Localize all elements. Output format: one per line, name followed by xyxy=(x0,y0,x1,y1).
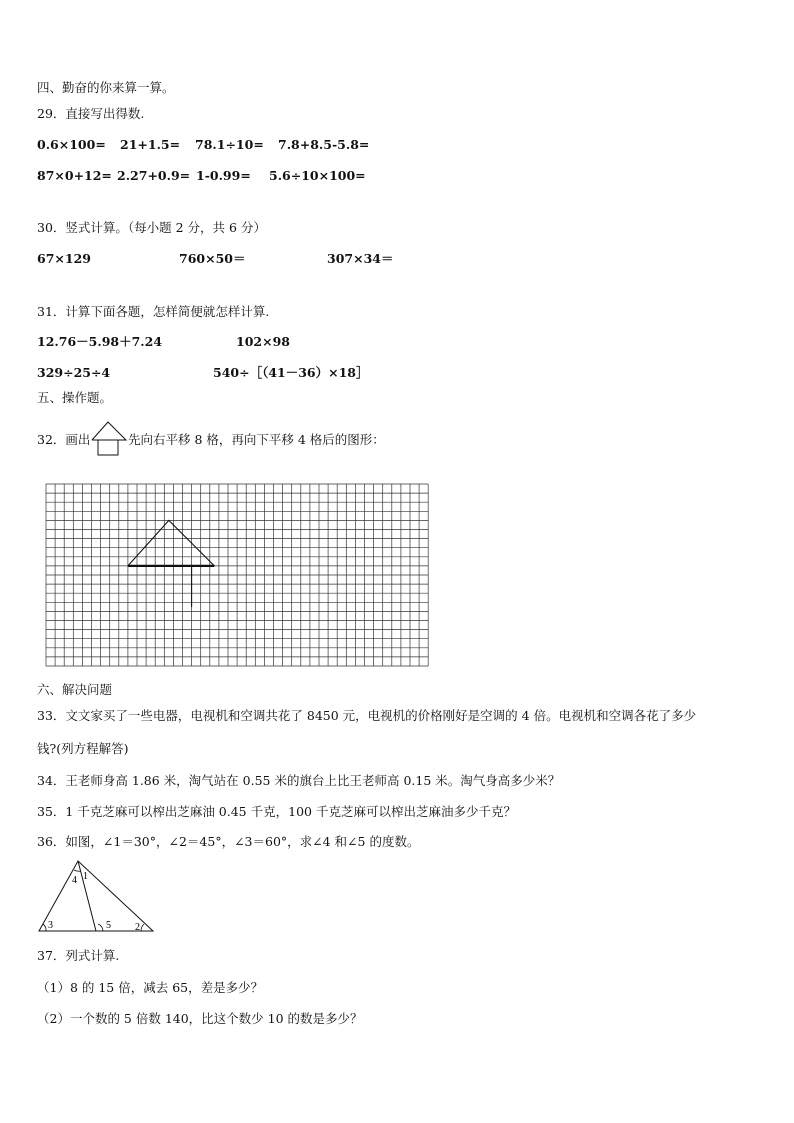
angle-label-3: 3 xyxy=(48,920,53,931)
q32-suffix: 先向右平移 8 格，再向下平移 4 格后的图形： xyxy=(128,432,385,447)
section6-title: 六、解决问题 xyxy=(37,682,113,697)
q34: 34．王老师身高 1.86 米，淘气站在 0.55 米的旗台上比王老师高 0.15 米。淘气身高多少米？ xyxy=(37,773,561,788)
q30-item: 760×50＝ xyxy=(179,251,246,266)
q31-item: 12.76－5.98＋7.24 xyxy=(37,334,163,349)
q29-item: 87×0+12= xyxy=(37,168,112,183)
q36: 36．如图，∠1＝30°，∠2＝45°，∠3＝60°，求∠4 和∠5 的度数。 xyxy=(37,834,420,849)
triangle-figure xyxy=(36,858,158,936)
q31-item: 329÷25÷4 xyxy=(37,365,111,380)
q33-line1: 33．文文家买了一些电器，电视机和空调共花了 8450 元，电视机的价格刚好是空调的 4 倍。电视机和空调各花了多少 xyxy=(37,708,697,723)
q33-line2: 钱?(列方程解答) xyxy=(37,741,129,756)
angle-label-2: 2 xyxy=(135,922,140,933)
q29-item: 21+1.5= xyxy=(120,137,181,152)
angle-label-5: 5 xyxy=(106,920,111,931)
house-shape-icon xyxy=(90,420,130,458)
q29-item: 1-0.99= xyxy=(196,168,251,183)
figure-roof xyxy=(128,520,214,566)
q32-prefix: 32．画出 xyxy=(37,432,91,447)
square-grid xyxy=(46,484,430,666)
q31-item: 102×98 xyxy=(236,334,290,349)
section5-title: 五、操作题。 xyxy=(37,390,113,405)
q29-item: 2.27+0.9= xyxy=(117,168,191,183)
q29-title: 29．直接写出得数. xyxy=(37,106,145,121)
q31-title: 31．计算下面各题，怎样简便就怎样计算. xyxy=(37,304,270,319)
angle-label-1: 1 xyxy=(83,871,88,882)
q37-sub1: （1）8 的 15 倍，减去 65，差是多少？ xyxy=(37,980,264,995)
q29-item: 5.6÷10×100= xyxy=(269,168,366,183)
q37-title: 37．列式计算. xyxy=(37,948,120,963)
q37-sub2: （2）一个数的 5 倍数 140，比这个数少 10 的数是多少？ xyxy=(37,1011,363,1026)
q29-item: 0.6×100= xyxy=(37,137,106,152)
q30-item: 67×129 xyxy=(37,251,91,266)
q29-item: 78.1÷10= xyxy=(195,137,264,152)
q30-title: 30．竖式计算。（每小题 2 分，共 6 分） xyxy=(37,220,266,235)
q35: 35．1 千克芝麻可以榨出芝麻油 0.45 千克，100 千克芝麻可以榨出芝麻油多少千克？ xyxy=(37,804,516,819)
q29-item: 7.8+8.5-5.8= xyxy=(278,137,370,152)
q30-item: 307×34＝ xyxy=(327,251,394,266)
angle-label-4: 4 xyxy=(72,875,77,886)
section4-title: 四、勤奋的你来算一算。 xyxy=(37,80,175,95)
q31-item: 540÷［（41－36）×18］ xyxy=(213,365,369,380)
